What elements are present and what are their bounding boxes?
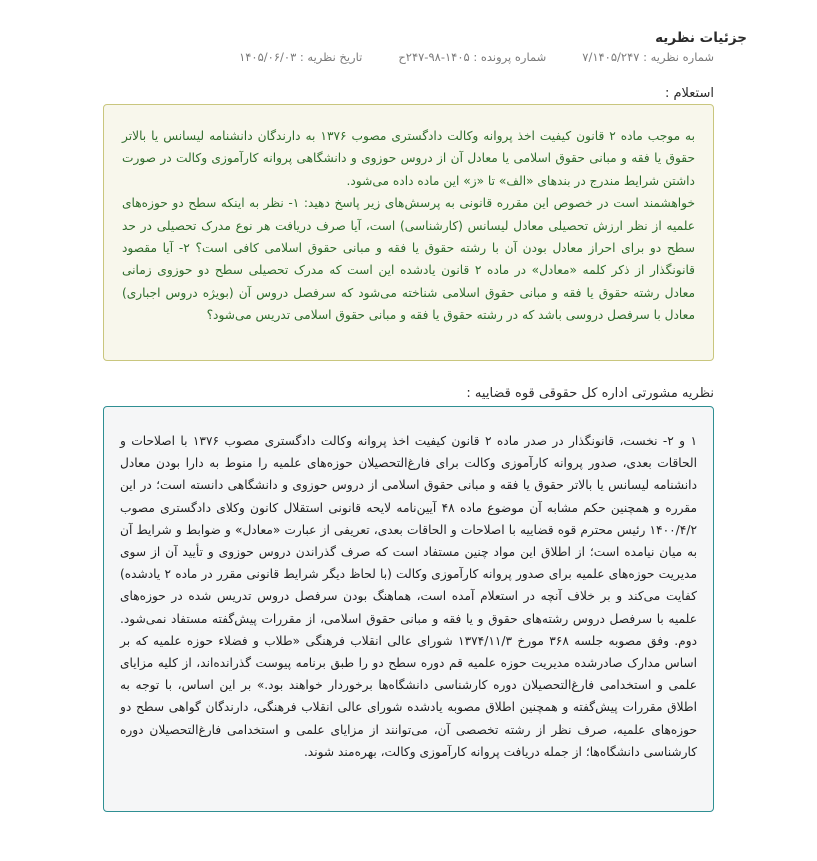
answer-text: ۱ و ۲- نخست، قانونگذار در صدر ماده ۲ قانون کیفیت اخذ پروانه وکالت دادگستری مصوب ۱۳۷۶ با اصلاحات و الحاقات بعدی، صدور پروانه کارآموزی وکالت برای فارغ‌التحصیلان حوزه‌های علمیه را منوط به دارا بودن معادل دانشنامه لیسانس یا بالاتر حقوق یا فقه و مبانی حقوق اسلامی از دروس حوزوی و دانشگاهی دانسته است؛ در این مقرره و همچنین حکم مشابه آن موضوع ماده ۴۸ آیین‌نامه لایحه قانونی استقلال کانون وکلای دادگستری مصوب ۱۴۰۰/۴/۲ رئیس محترم قوه قضاییه با اصلاحات و الحاقات بعدی، تعریفی از عبارت «معادل» و ضوابط و شرایط آن به میان نیامده است؛ از اطلاق این مواد چنین مستفاد است که صرف گذراندن دروس حوزوی و تأیید آن از سوی مدیریت حوزه‌های علمیه برای صدور پروانه کارآموزی وکالت (با لحاظ دیگر شرایط قانونی مقرر در ماده ۲ یادشده) کفایت می‌کند و بر خلاف آنچه در استعلام آمده است، هماهنگ بودن سرفصل دروس تدریس شده در حوزه‌های علمیه با سرفصل دروس رشته‌های حقوق و یا فقه و مبانی حقوق اسلامی، از مقررات پیش‌گفته مستفاد نمی‌شود. دوم. وفق مصوبه جلسه ۳۶۸ مورخ ۱۳۷۴/۱۱/۳ شورای عالی انقلاب فرهنگی «طلاب و فضلاء حوزه علمیه که بر اساس مدارک صادرشده مدیریت حوزه علمیه قم دوره سطح دو را طبق برنامه پیوست گذرانده‌اند، از کلیه مزایای علمی و استخدامی فارغ‌التحصیلان دوره کارشناسی دانشگاه‌ها برخوردار خواهند بود.» بر این اساس، با توجه به اطلاق مقررات پیش‌گفته و همچنین اطلاق مصوبه یادشده شورای عالی انقلاب فرهنگی، دارندگان گواهی سطح دو حوزه‌های علمیه، صرف نظر از رشته تخصصی آن، می‌توانند از مزایای علمی و استخدامی فارغ‌التحصیلان دوره کارشناسی دانشگاه‌ها؛ از جمله دریافت پروانه کارآموزی وکالت، بهره‌مند شوند. (120, 434, 698, 759)
answer-box (103, 406, 714, 812)
question-label: استعلام : (664, 86, 714, 101)
question-box (103, 104, 714, 361)
opinion-date: تاریخ نظریه : ۱۴۰۵/۰۶/۰۳ (239, 50, 363, 64)
question-text: به موجب ماده ۲ قانون کیفیت اخذ پروانه وکالت دادگستری مصوب ۱۳۷۶ به دارندگان دانشنامه لیسانس یا بالاتر حقوق یا فقه و مبانی حقوق اسلامی یا معادل آن از دروس حوزوی و دانشگاهی پروانه کارآموزی وکالت در صورت داشتن شرایط مندرج در بندهای «الف» تا «ز» این ماده داده می‌شود. خواهشمند است در خصوص این مقرره قانونی به پرسش‌های زیر پاسخ دهید: ۱- نظر به اینکه سطح دو حوزه‌های علمیه از نظر ارزش تحصیلی معادل لیسانس (کارشناسی) است، آیا صرف دریافت هر نوع مدرک تحصیلی در حد سطح دو برای احراز معادل بودن آن با رشته حقوق یا فقه و مبانی حقوق اسلامی کافی است؟ ۲- آیا مقصود قانونگذار از ذکر کلمه «معادل» در ماده ۲ قانون یادشده این است که مدرک تحصیلی سطح دو حوزوی زمانی معادل رشته حقوق یا فقه و مبانی حقوق اسلامی شناخته می‌شود که سرفصل دروس آن (بویژه دروس اجباری) معادل با سرفصل دروسی باشد که در رشته حقوق یا فقه و مبانی حقوق اسلامی تدریس می‌شود؟ (122, 129, 696, 323)
case-number: شماره پرونده : ۱۴۰۵-۹۸-۲۴۷ح (398, 50, 547, 64)
opinion-number: شماره نظریه : ۷/۱۴۰۵/۲۴۷ (582, 50, 714, 64)
page-title: جزئیات نظریه (655, 30, 747, 46)
answer-label: نظریه مشورتی اداره کل حقوقی قوه قضاییه : (466, 386, 714, 401)
opinion-meta (239, 50, 714, 64)
